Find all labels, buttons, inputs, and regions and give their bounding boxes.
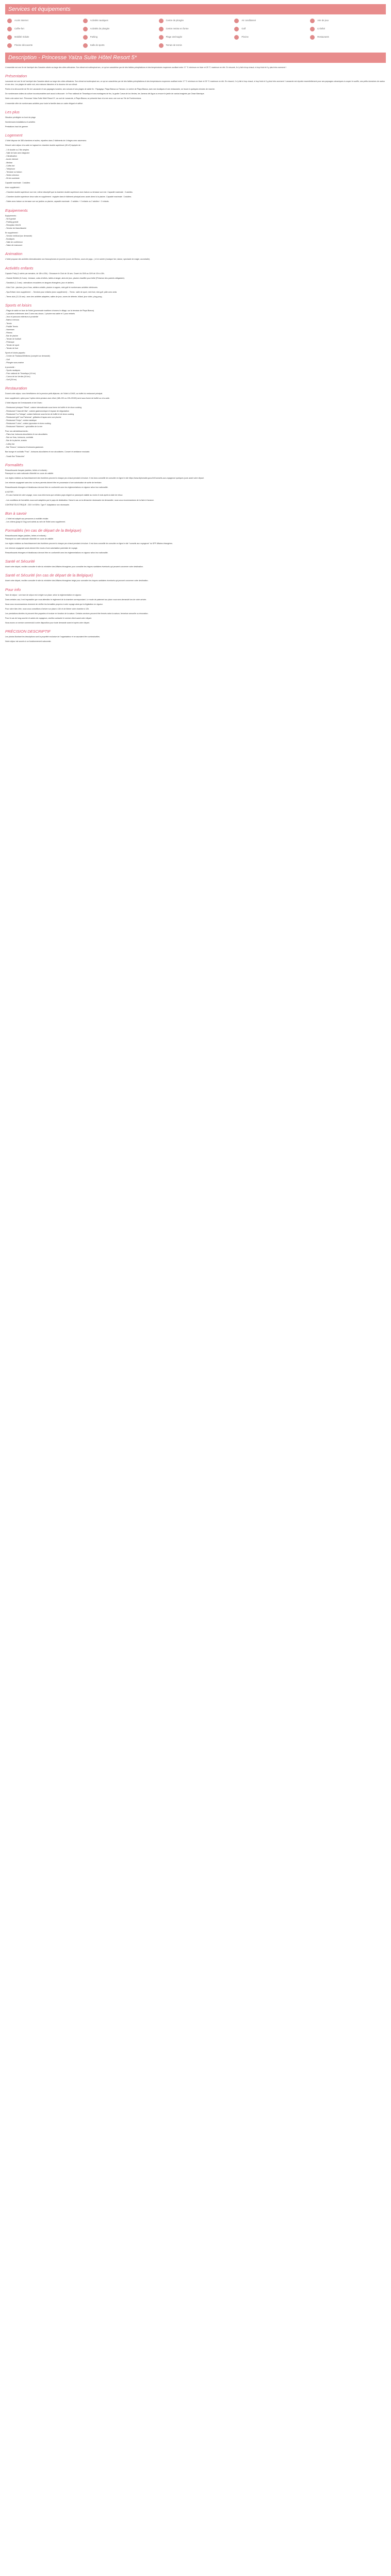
fitness-icon <box>159 27 164 31</box>
section-paragraph: Nous avons un service commercial à votre disposition pour toute demande avant et après votre départ. <box>5 622 90 624</box>
section-paragraph: - Grande Bébête (0-3 ans) : terrasse, coins à bébés, tables à langer, aires de jeux, piscine chauffée pour bébé (Présence des parents obligatoire). <box>5 277 125 279</box>
section-paragraph: - Kids Club : piscines, jeux d'eau, ateliers créatifs, piscine à vagues, mini-golf et nombreuses activités intérieures. <box>5 286 98 289</box>
section-heading: Santé et Sécurité (en cas de départ de la Belgique) <box>5 573 93 578</box>
mask-icon <box>83 27 88 31</box>
section-paragraph: Situation privilégiée en bord de plage <box>5 116 36 118</box>
wheelchair-icon <box>7 35 12 40</box>
section-paragraph: Lanzarote est une île de l'archipel des Canaries située au large des côtes africaines. Son climat est subtropical sec, ce qui se caractérise par de très faibles précipitations et des températures moyennes oscillant entre 17 °C minimum en hiver et 25 °C maximum en été. En résumé, il n'y fait ni trop chaud, ni trop froid et il y pleut très rarement ! Lanzarote est réputée essentiellement pour ses paysages volcaniques à couper le souffle, ses petits domaines de cactus et ses vins. Les plages de sable noir, ses maisons blanches et la douceur de son climat. <box>5 80 385 86</box>
section-paragraph: Bar lounge et cocktails "Frau" - boissons alcoolisées et non alcoolisées. Concert et ambiance musicale. <box>5 450 90 453</box>
section-paragraph: - Spa Enfant. Avec supplément : - Services pour enfants (avec supplément) : - Teens : salle de sport, mini foot, mini-golf, pâte avec amis <box>5 291 117 293</box>
section-paragraph: Avant votre départ, veuillez consulter le site du ministère des Affaires étrangères belge pour connaître les risques sanitaires éventuels qui peuvent concerner votre destination. <box>5 580 149 582</box>
section-paragraph: Avant votre départ, veuillez consulter le site du ministère des Affaires étrangères pour connaître les risques sanitaires éventuels qui peuvent concerner votre destination. <box>5 566 143 568</box>
section-paragraph: Sports et loisirs payants : - Centre de Thalasso/Wellness (complet sur demande) - Golf - Plongée sous-marine <box>5 352 50 364</box>
feature-label: Piscine <box>241 35 249 38</box>
section-heading: Santé et Sécurité <box>5 559 35 564</box>
section-heading: Logement <box>5 132 23 138</box>
section-paragraph: Les mineurs voyageant sans leur ou leurs parents doivent être en possession d'une autorisation de sortie de territoire. <box>5 482 102 484</box>
feature-item <box>7 18 83 24</box>
section-paragraph: Pour le cas de long courrier et autres de voyageurs, veuillez contacter le service client avant votre départ. <box>5 617 92 620</box>
section-paragraph: Ressortissants belges (adultes, bébés et enfants) : Passeport ou carte nationale d'identité en cours de validité. <box>5 534 54 540</box>
section-paragraph: Pour votre bien-être, nous vous conseillons d'arriver sur place à 14h et de libérer votre chambre à 12h. <box>5 607 90 610</box>
section-heading: Equipements <box>5 208 28 213</box>
section-paragraph: A NOTER : - En cas d'achat de votre voyage, nous vous informons que certains pays exigent un passeport valable au moins 6 mois après la date de retour. <box>5 491 123 497</box>
feature-label: Centre remise en forme <box>166 27 189 30</box>
feature-item <box>83 42 159 48</box>
section-heading: Présentation <box>5 74 27 79</box>
section-paragraph: Les mineurs voyageant seuls doivent être munis d'une autorisation parentale de voyage. <box>5 547 78 550</box>
section-heading: Bon à savoir <box>5 511 27 516</box>
section-paragraph: Ressortissants étrangers et binationaux devront être en conformité avec les réglementations en vigueur selon leur nationalité. <box>5 486 108 489</box>
section-paragraph: Capacité maximale : 3 adultes <box>5 182 30 184</box>
playground-icon <box>310 19 315 23</box>
feature-item <box>159 34 235 40</box>
parking-icon <box>83 35 88 40</box>
section-heading: Restauration <box>5 386 27 391</box>
feature-label: Terrain de tennis <box>166 43 182 46</box>
section-paragraph: Prestations haut de gamme <box>5 125 28 128</box>
section-paragraph: Les règles relatives au franchissement des frontières peuvent à chaque peu chaud pendant à évoluer. Il est donc conseillé de consulter en ligne le site https://www.diplomatie.gouv.fr/fr/conseils-aux-voyageurs/ quelques jours avant votre départ. <box>5 477 204 480</box>
section-paragraph: - 1 lit double ou 2 lits simples - Salle de bain avec baignoire - Climatisation - Accès Internet - Minibar - Coffre-fort - Téléphone - Terrasse ou balcon - Sèche-cheveux - Kit de courtoisie <box>5 149 30 179</box>
feature-item <box>234 18 310 24</box>
feature-label: Plage aménagée <box>166 35 183 38</box>
section-paragraph: Avec supplément : <box>5 187 21 189</box>
wave-icon <box>83 19 88 23</box>
section-paragraph: Partez à la découverte de l'île de Lanzarote et ses paysages lunaires, ses volcans et ses plages de sable fin : Papagayo, Playa Blanca ou Famara. Le centre de Playa Blanca, avec ses boutiques et ses restaurants, se trouve à quelques minutes de marche. <box>5 88 215 91</box>
feature-item <box>310 18 386 24</box>
feature-item <box>159 42 235 48</box>
feature-label: Golf <box>241 27 246 30</box>
feature-label: Air conditionné <box>241 19 256 22</box>
section-paragraph: - Chambre double supérieure vue mer, même descriptif que la chambre double supérieure avec balcon ou terrasse vue mer. Capacité maximale : 3 adultes. <box>5 191 133 194</box>
feature-item <box>310 34 386 40</box>
feature-label: Mobilité réduite <box>14 35 29 38</box>
section-paragraph: Ressortissants français (adultes, bébés et enfants) : Passeport ou carte nationale d'identité en cours de validité. <box>5 469 54 474</box>
section-paragraph: L'hôtel dispose de 385 chambres et suites, réparties dans 2 bâtiments de 4 étages avec ascenseur. <box>5 139 87 142</box>
services-banner: Services et équipements <box>5 4 386 14</box>
section-paragraph: Notre vote adore tout : Princesse Yaïza Suite Hôtel Resort 5*, au sud de Lanzarote, à Playa Blanca, se présente face à la mer avec une vue sur l'île de Fuerteventura. <box>5 97 142 100</box>
section-paragraph: CONTRAT ÉLECTRIQUE : 230 V et 50Hz. Type F. Adaptateur non nécessaire. <box>5 503 70 506</box>
section-paragraph: Les prestations décrites ici peuvent être payantes et évoluer en fonction de la saison. Certains services peuvent être fermés selon la saison, fermeture annuelle ou rénovation. <box>5 612 149 615</box>
features-grid <box>7 18 386 48</box>
intro-text: L'ensemble est une île de l'archipel des Canaries située au large des côtes africaines. Son climat est subtropical sec, ce qui se caractérise par de très faibles précipitations et des températures moyennes oscillant entre 17 °C minimum en hiver et 25 °C maximum en été. En résumé, il n'y fait ni trop chaud, ni trop froid et il y pleut très rarement ! <box>5 66 286 69</box>
beach-icon <box>159 35 164 40</box>
section-paragraph: - L'hôtel est adapté aux personnes à mobilité réduite. - Les chiens (jusqu'à 5 kg) sont admis au sein de l'hôtel avec supplément. <box>5 517 66 523</box>
section-paragraph: - Les conditions de formalités nous sont adaptées par le pays de destination. Dans le cas où la démarche nécessaire est demandée, nous vous recommandons de la faire à l'avance. <box>5 499 154 501</box>
section-paragraph: - Restaurant principal "Ritual", cuisine internationale sous forme de buffet et de show cooking - Restaurant "Casa del Mar", cuisine gastronomique et espace de dégustation - Restaurant "La Tortuga", cuisine italienne sous forme de buffet et de show cooking - Restaurant grill "Las Palmeras", grillades et tapas avec vue piscine - Restaurant "Koiyu", cuisine asiatique - Restaurant "Lotus", cuisine japonaise et show cooking - Restaurant "Marinero", spécialités de la mer <box>5 406 82 428</box>
wifi-icon <box>7 19 12 23</box>
description-sections <box>5 74 386 643</box>
section-heading: Pour info <box>5 587 21 592</box>
section-heading: PRÉCISION DESCRIPTIF <box>5 629 51 634</box>
section-heading: Sports et loisirs <box>5 303 32 308</box>
page <box>0 0 391 651</box>
feature-label: Lit bébé <box>317 27 325 30</box>
section-paragraph: - Snack Bar "Estacoles" <box>5 455 25 457</box>
section-paragraph: L'ensemble offre de nombreuses activités pour toute la famille dans un cadre élégant et raffiné. <box>5 102 83 105</box>
description-banner: Description - Princesse Yaïza Suite Hôtel Resort 5* <box>5 53 386 63</box>
golf-icon <box>234 27 239 31</box>
feature-label: Restaurants <box>317 35 329 38</box>
section-paragraph: Décoré votre séjour à la carte en logeant en chambre double supérieure (45 m²) équipée de : <box>5 144 82 147</box>
section-paragraph: Durant votre séjour, vous bénéficierez de la pension petit-déjeuner, de l'hôtel à 10h00, au buffet du restaurant principal. <box>5 393 103 395</box>
section-heading: Les plus <box>5 109 20 114</box>
section-paragraph: - Chambre double supérieure deux nuits en supplément : équipée dans le bâtiment principal avec accès direct à la piscine. Capacité maximale : 3 adultes. <box>5 196 132 198</box>
section-paragraph: L'hôtel propose des activités internationales non francophones en journée (cours de fitness, cours de yoga...) et en soirée (musique live, danse, spectacle de magie, accrobatie). <box>5 258 150 261</box>
section-paragraph: Pour vos rafraîchissements : - Piano bar, boissons alcoolisées et non alcoolisées - Bar sur l'eau, boissons, cocktails - Bar de la piscine, snacks - Lobby bar - Bar "Kiosco", boissons et boissons gazeuses <box>5 430 48 448</box>
tennis-icon <box>159 43 164 48</box>
section-heading: Activités enfants <box>5 265 34 270</box>
section-paragraph: Notre séjour est soumis à un fonctionnement saisonnier. <box>5 640 52 643</box>
feature-label: Coffre-fort <box>14 27 24 30</box>
section-paragraph: Equipements : - Wi-fi gratuit - Parking gratuit - Réception 24h/24 - Service de blanchisserie <box>5 214 27 229</box>
section-heading: Formalités <box>5 462 24 467</box>
section-heading: Animation <box>5 251 23 257</box>
section-paragraph: - Teens club (13-16 ans) : avec des activités adaptées, salles de jeux, zones de détente, billard, jeux vidéo, ping-pong... <box>5 296 103 298</box>
feature-item <box>159 18 235 24</box>
feature-item <box>83 18 159 24</box>
section-paragraph: - Sandclub (1-3 ans) : animations encadrées en langues étrangères, jeux et ateliers. <box>5 281 74 284</box>
restaurant-icon <box>310 35 315 40</box>
snowflake-icon <box>234 19 239 23</box>
section-paragraph: - Plage de sable en face de l'hôtel (promenade maritime à travers le village, sur la terrasse de Playa Blanca) - 4 piscines extérieures dont 2 avec eau douce, 1 piscine eau salée et 1 pour enfants - Jeux et parcours extérieurs à proximité - Bains à remous - Tennis - Paddle Tennis - Hammam - Fitness - Bar de piscine - Terrain de football - Pétanque - Terrain de sport - Terrain de foot <box>5 310 94 350</box>
section-paragraph: Les photos illustrant les descriptions sont la propriété exclusive de l'organisateur et ne sauraient être contractuelles. <box>5 636 100 638</box>
crib-icon <box>310 27 315 31</box>
section-paragraph: Les règles relatives au franchissement des frontières peuvent à chaque peu chaud pendant à évoluer. Il est donc conseillé de consulter en ligne le site "conseils aux voyageurs" du SPF Affaires étrangères. <box>5 543 173 545</box>
section-heading: Formalités (en cas de départ de la Belgique) <box>5 528 82 533</box>
feature-item <box>83 26 159 32</box>
diving-icon <box>159 19 164 23</box>
feature-item <box>83 34 159 40</box>
outdoor-pool-icon <box>7 43 12 48</box>
gym-icon <box>83 43 88 48</box>
section-paragraph: Avec supplément, optez pour l'option demi-pension avec dîner (18h-22h ou 19h-22h30) servi sous forme de buffet ou à la carte. <box>5 397 110 400</box>
section-paragraph: A proximité : - Sports nautiques - Parc national de Timanfaya (10 km) - Cueva de los Verdes (44 km) - Golf (25 km) <box>5 366 36 381</box>
feature-item <box>310 26 386 32</box>
feature-item <box>7 42 83 48</box>
section-paragraph: En supplément : - Service médical (sur demande) - Boutiques - Salle de conférence - Salon de manucure <box>5 232 32 247</box>
feature-label: Activités de plongée <box>90 27 110 30</box>
feature-label: Piscine découverte <box>14 43 33 46</box>
section-paragraph: De nombreuses visites da culture incontournables sont aussi à découvrir : le Parc national de Timanfaya et ses montagnes de feu, la grotte Cueva de los Verdes, les Jameos del Agua ou encore le jardin de cactus imaginés par César Manrique. <box>5 93 205 95</box>
feature-label: Accès Internet <box>14 19 28 22</box>
feature-item <box>159 26 235 32</box>
safe-icon <box>7 27 12 31</box>
section-paragraph: Nous vous recommandons vivement de vérifier les formalités propres à votre voyage ainsi que la législation en vigueur. <box>5 603 103 605</box>
feature-label: Parking <box>90 35 97 38</box>
feature-item <box>7 26 83 32</box>
section-paragraph: Capsule Party (1 soirée par semaine, de 18h à 20h) : Dinosaure le Club de 16 ans. Ouvert du 30/6 au 15/9 de 10h à 18h. <box>5 272 105 275</box>
section-paragraph: - Suites avec balcon ou terrasse vue sur jardins ou piscine, capacité maximale : 2 adultes + 2 enfants ou 2 adultes + 2 enfants. <box>5 200 109 203</box>
section-paragraph: Taxe de séjour : une taxe de séjour est à régler sur place, selon la réglementation en vigueur. <box>5 594 82 596</box>
feature-item <box>234 26 310 32</box>
feature-item <box>234 34 310 40</box>
feature-label: Aire de jeux <box>317 19 329 22</box>
feature-label: Activités nautiques <box>90 19 108 22</box>
feature-label: Centre de plongée <box>166 19 184 22</box>
pool-icon <box>234 35 239 40</box>
section-paragraph: L'hôtel dispose de 8 restaurants et de 6 bars : <box>5 402 43 404</box>
section-paragraph: Dans certains cas, il est impossible que vous attendiez le règlement de la chambre correspondant. Le mode de paiement sur place vous sera demandé lors de votre arrivée. <box>5 598 147 601</box>
section-paragraph: Ressortissants étrangers et binationaux devront être en conformité avec les réglementations en vigueur selon leur nationalité. <box>5 552 108 554</box>
section-paragraph: Nombreuses installations et activités <box>5 121 36 123</box>
feature-item <box>7 34 83 40</box>
feature-label: Salle de sports <box>90 43 105 46</box>
